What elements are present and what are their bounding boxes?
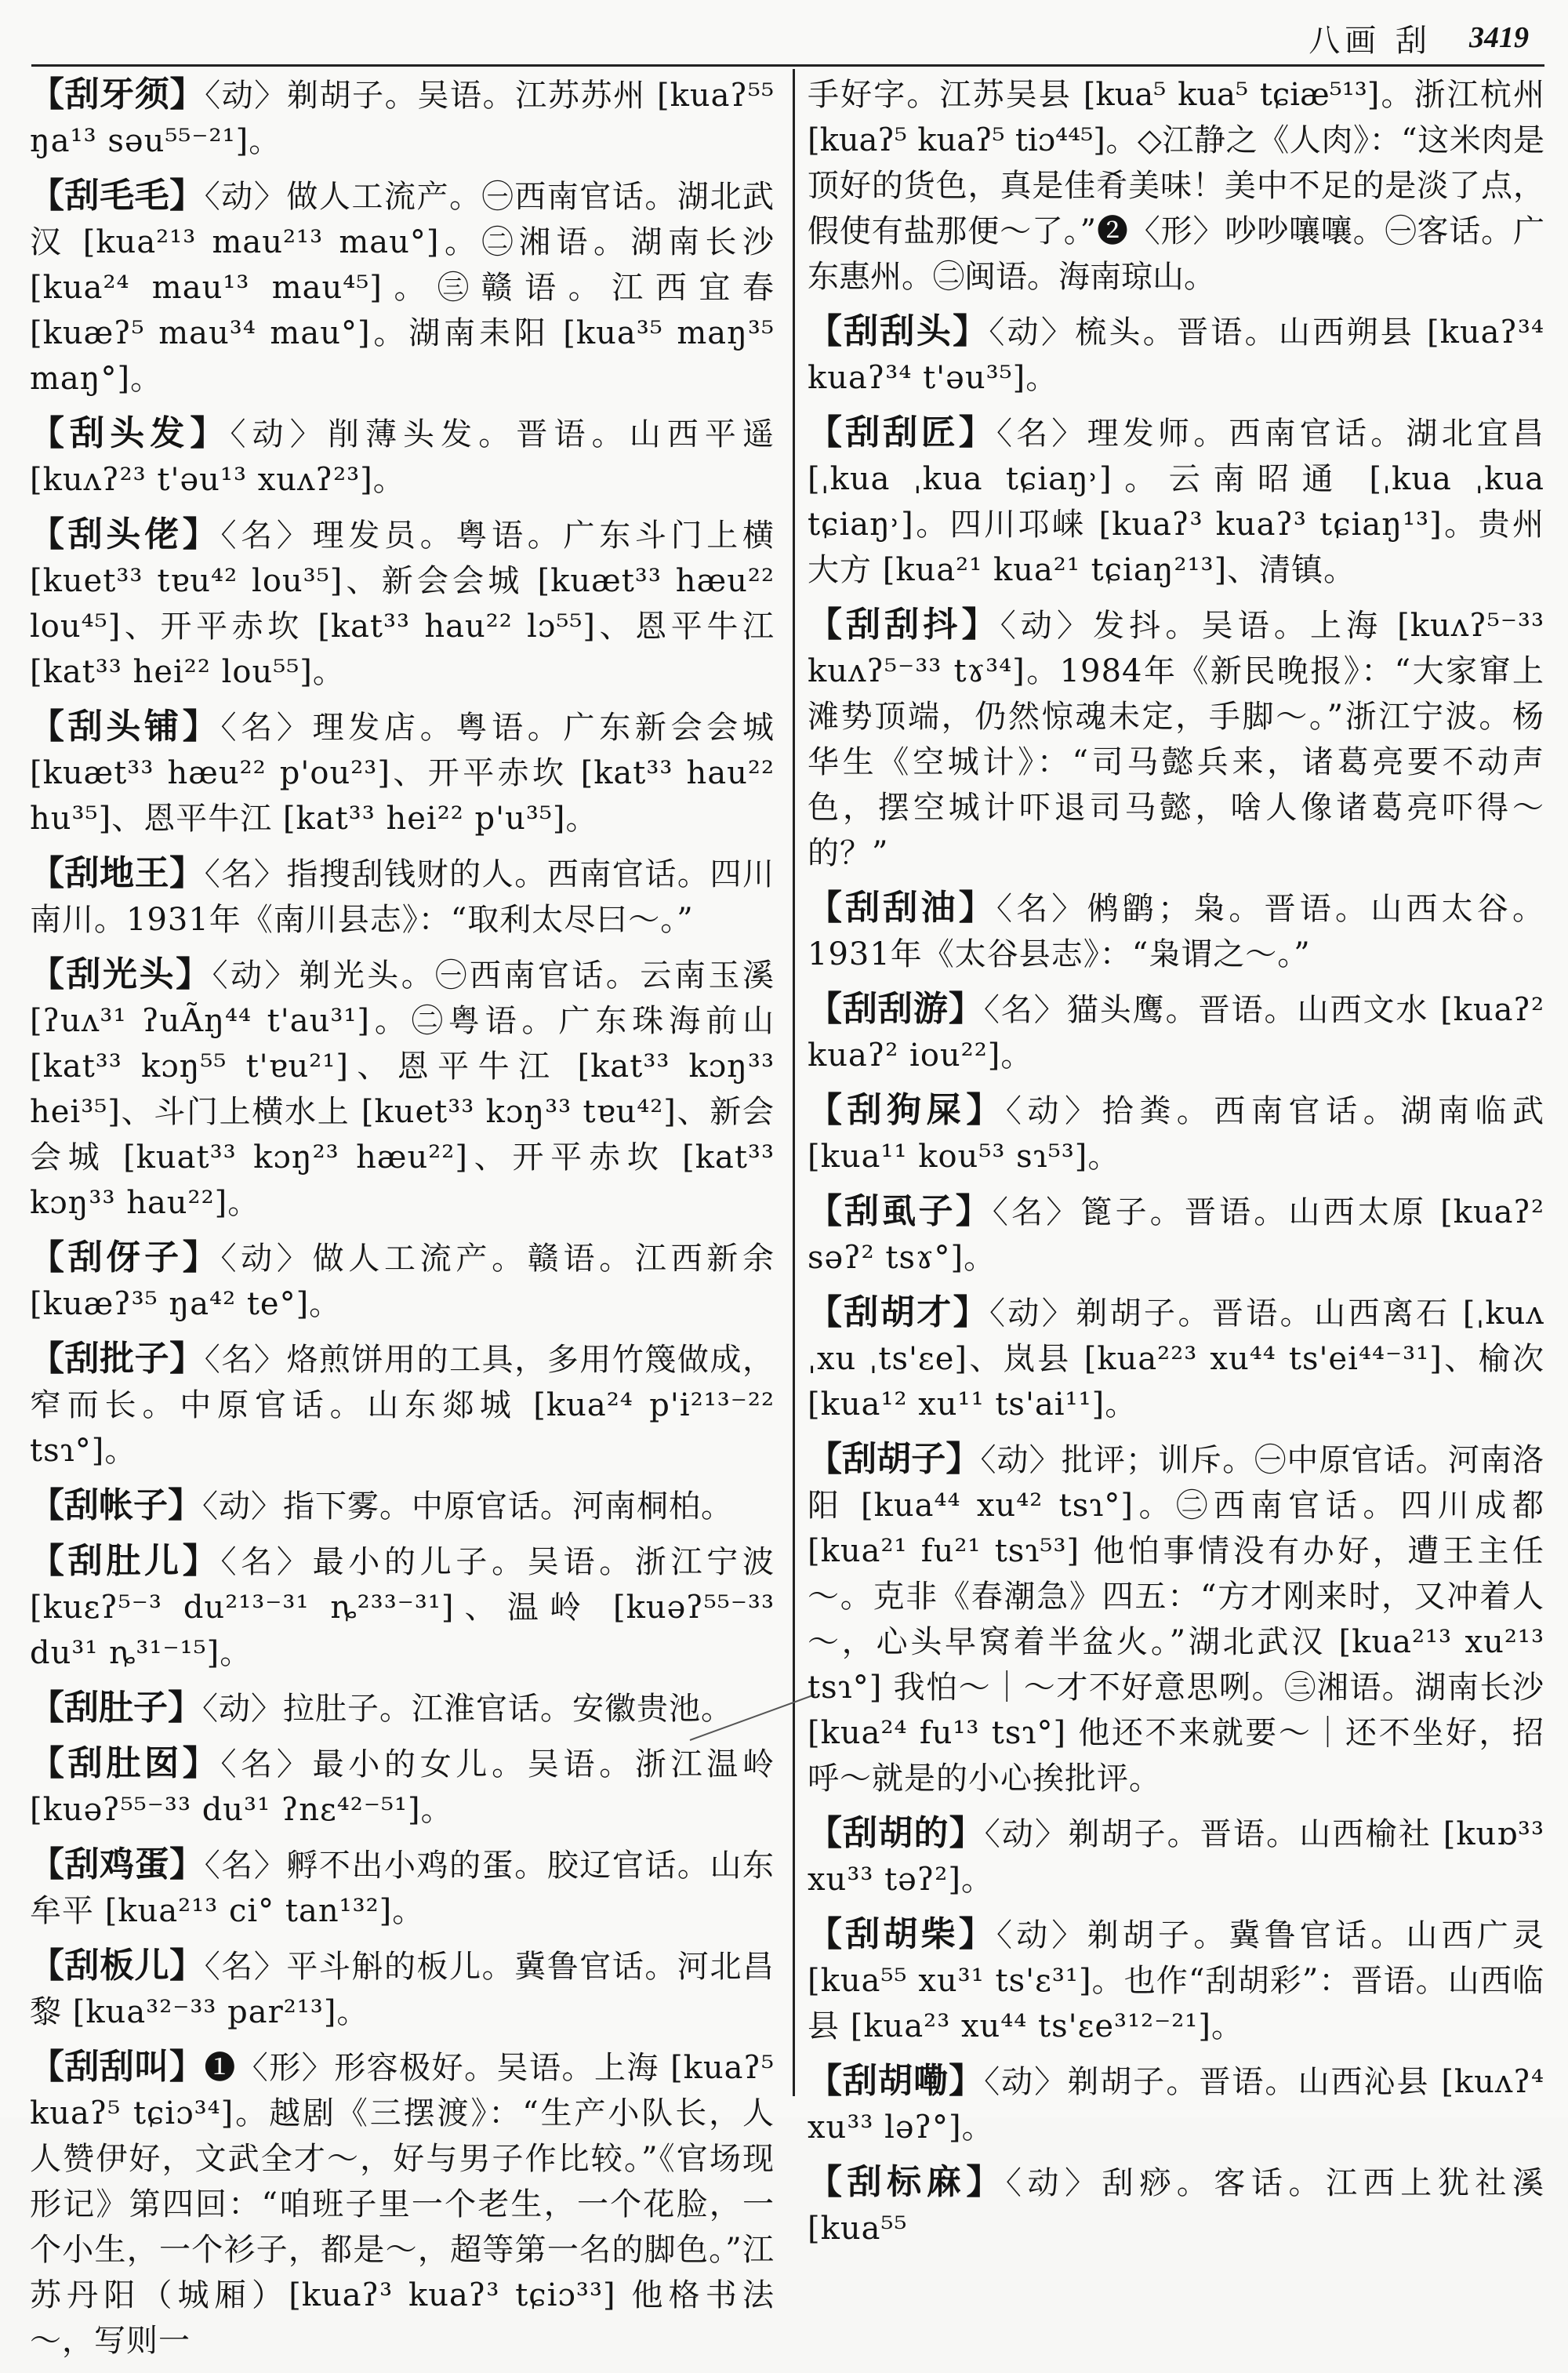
entry-continuation: 手好字。江苏吴县 [kua⁵ kua⁵ tɕiæ⁵¹³]。浙江杭州 [kuaʔ⁵ kuaʔ⁵ tiɔ⁴⁴⁵]。◇江静之《人肉》：“这米肉是顶好的货色，真是佳肴美味！美中不足的是淡了点，假使有盐那便～了。”❷〈形〉吵吵嚷嚷。㊀客话。广东惠州。㊁闽语。海南琼山。 — [808, 77, 1544, 295]
entry-body: 〈名〉理发店。粤语。广东新会会城 [kuæt³³ hæu²² p'ou²³]、开平赤坎 [kat³³ hau²² hu³⁵]、恩平牛江 [kat³³ hei²² p'u³⁵]。 — [30, 710, 775, 837]
headword: 【刮板儿】 — [30, 1946, 205, 1986]
dictionary-entry — [30, 1685, 775, 1732]
entry-body: 〈名〉烙煎饼用的工具，多用竹篾做成，窄而长。中原官话。山东郯城 [kua²⁴ p'i²¹³⁻²² tsɿ°]。 — [30, 1342, 775, 1469]
headword: 【刮批子】 — [30, 1339, 205, 1379]
dictionary-entry — [30, 1741, 775, 1833]
dictionary-entry — [808, 602, 1544, 876]
headword: 【刮牙须】 — [30, 74, 205, 114]
dictionary-entry — [808, 1811, 1544, 1902]
entry-body: 〈动〉剃胡子。冀鲁官话。山西广灵 [kua⁵⁵ xu³¹ ts'ɛ³¹]。也作“刮胡彩”：晋语。山西临县 [kua²³ xu⁴⁴ ts'ɛe³¹²⁻²¹]。 — [808, 1917, 1544, 2044]
dictionary-entry — [30, 72, 775, 164]
left-column — [30, 72, 775, 2373]
dictionary-entry — [30, 1539, 775, 1676]
dictionary-entry — [30, 411, 775, 503]
entry-body: 〈动〉剃胡子。晋语。山西离石 [ˌkuʌ ˌxu ˌts'ɛe]、岚县 [kua²²³ xu⁴⁴ ts'ei⁴⁴⁻³¹]、榆次 [kua¹² xu¹¹ ts'ai¹¹]。 — [808, 1296, 1545, 1423]
entry-body: 〈名〉猫头鹰。晋语。山西文水 [kuaʔ² kuaʔ² iou²²]。 — [808, 992, 1544, 1074]
headword: 【刮虱子】 — [808, 1191, 993, 1231]
page-number: 3419 — [1469, 21, 1529, 54]
entry-body: 〈动〉拉肚子。江淮官话。安徽贵池。 — [202, 1691, 733, 1727]
headword: 【刮光头】 — [30, 954, 212, 994]
entry-body: ❶〈形〉形容极好。吴语。上海 [kuaʔ⁵ kuaʔ⁵ tɕiɔ³⁴]。越剧《三摆渡》：“生产小队长，人人赞伊好，文武全才～，好与男子作比较。”《官场现形记》第四回：“咱班子里一个老生，一个花脸，一个小生，一个衫子，都是～，超等第一名的脚色。”江苏丹阳（城厢）[kuaʔ³ kuaʔ³ tɕiɔ³³] 他格书法～，写则一 — [30, 2050, 775, 2359]
entry-body: 〈名〉最小的儿子。吴语。浙江宁波 [kuɛʔ⁵⁻³ du²¹³⁻³¹ ȵ²³³⁻³¹]、温岭 [kuəʔ⁵⁵⁻³³ du³¹ ȵ³¹⁻¹⁵]。 — [30, 1544, 775, 1671]
dictionary-entry — [808, 309, 1544, 401]
running-head — [1247, 14, 1529, 61]
entry-body: 〈名〉平斗斛的板儿。冀鲁官话。河北昌黎 [kua³²⁻³³ par²¹³]。 — [30, 1949, 775, 2030]
entry-body: 〈名〉鸺鹠；枭。晋语。山西太谷。1931年《太谷县志》：“枭谓之～。” — [808, 891, 1544, 972]
dictionary-entry — [808, 2059, 1544, 2150]
entry-body: 〈动〉发抖。吴语。上海 [kuʌʔ⁵⁻³³ kuʌʔ⁵⁻³³ tɤ³⁴]。1984年《新民晚报》：“大家窜上滩势顶端，仍然惊魂未定，手脚～。”浙江宁波。杨华生《空城计》：“司马懿兵来，诸葛亮要不动声色，摆空城计吓退司马懿，啥人像诸葛亮吓得～的？” — [808, 608, 1544, 871]
headword: 【刮刮匠】 — [808, 412, 996, 452]
headword: 【刮标麻】 — [808, 2162, 1006, 2202]
headword: 【刮胡柴】 — [808, 1914, 996, 1954]
headword: 【刮刮油】 — [808, 888, 996, 928]
header-rule — [31, 64, 1544, 67]
running-head-section: 八画 刮 — [1308, 22, 1432, 59]
dictionary-entry — [808, 885, 1544, 977]
entry-body: 〈动〉剃胡子。晋语。山西沁县 [kuʌʔ⁴ xu³³ ləʔ°]。 — [808, 2064, 1544, 2146]
right-column — [808, 72, 1544, 2261]
headword: 【刮刮抖】 — [808, 605, 1000, 645]
headword: 【刮胡的】 — [808, 1813, 985, 1853]
headword: 【刮肚子】 — [30, 1688, 202, 1728]
headword: 【刮伢子】 — [30, 1237, 221, 1277]
dictionary-entry — [30, 1483, 775, 1529]
headword: 【刮肚囡】 — [30, 1743, 221, 1783]
dictionary-entry — [808, 2160, 1544, 2251]
headword: 【刮帐子】 — [30, 1485, 202, 1525]
dictionary-entry — [808, 1912, 1544, 2049]
headword: 【刮狗屎】 — [808, 1090, 1006, 1130]
headword: 【刮胡才】 — [808, 1292, 990, 1332]
dictionary-entry — [30, 1235, 775, 1327]
headword: 【刮胡子】 — [808, 1439, 981, 1479]
entry-body: 〈动〉刮痧。客话。江西上犹社溪 [kua⁵⁵ — [808, 2165, 1545, 2247]
dictionary-entry — [30, 851, 775, 943]
dictionary-entry — [30, 1943, 775, 2035]
dictionary-entry — [30, 704, 775, 841]
headword: 【刮刮头】 — [808, 311, 989, 351]
entry-body: 〈动〉剃胡子。吴语。江苏苏州 [kuaʔ⁵⁵ ŋa¹³ səu⁵⁵⁻²¹]。 — [30, 78, 775, 159]
headword: 【刮肚儿】 — [30, 1541, 221, 1581]
headword: 【刮毛毛】 — [30, 176, 205, 216]
headword: 【刮头佬】 — [30, 514, 221, 554]
dictionary-entry — [808, 987, 1544, 1078]
column-divider — [793, 69, 795, 2096]
entry-body: 〈动〉剃胡子。晋语。山西榆社 [kuɒ³³ xu³³ təʔ²]。 — [808, 1816, 1544, 1898]
entry-body: 〈动〉梳头。晋语。山西朔县 [kuaʔ³⁴ kuaʔ³⁴ t'əu³⁵]。 — [808, 314, 1545, 396]
entry-body: 〈动〉拾粪。西南官话。湖南临武 [kua¹¹ kou⁵³ sɿ⁵³]。 — [808, 1093, 1545, 1175]
headword: 【刮头发】 — [30, 413, 230, 453]
entry-body: 〈名〉篦子。晋语。山西太原 [kuaʔ² səʔ² tsɤ°]。 — [808, 1194, 1545, 1276]
headword: 【刮胡嘞】 — [808, 2061, 985, 2101]
entry-body: 〈动〉剃光头。㊀西南官话。云南玉溪 [ʔuʌ³¹ ʔuÃŋ⁴⁴ t'au³¹]。㊁粤语。广东珠海前山 [kat³³ kɔŋ⁵⁵ t'ɐu²¹]、恩平牛江 [kat³³ kɔŋ³³ hei³⁵]、斗门上横水上 [kuet³³ kɔŋ³³ tɐu⁴²]、新会会城 [kuat³³ kɔŋ²³ hæu²²]、开平赤坎 [kat³³ kɔŋ³³ hau²²]。 — [30, 958, 775, 1221]
entry-body: 〈名〉指搜刮钱财的人。西南官话。四川南川。1931年《南川县志》：“取利太尽曰～。” — [30, 856, 775, 938]
entry-body: 〈名〉理发师。西南官话。湖北宜昌 [ˌkua ˌkua tɕiaŋ˒]。云南昭通 [ˌkua ˌkua tɕiaŋ˒]。四川邛崃 [kuaʔ³ kuaʔ³ tɕiaŋ¹³]。贵州大方 [kua²¹ kua²¹ tɕiaŋ²¹³]、清镇。 — [808, 416, 1544, 588]
dictionary-entry — [30, 173, 775, 402]
headword: 【刮地王】 — [30, 853, 205, 893]
dictionary-entry — [30, 1336, 775, 1474]
dictionary-entry — [808, 410, 1544, 593]
dictionary-entry — [30, 1842, 775, 1934]
dictionary-entry — [808, 1437, 1544, 1801]
entry-body: 〈动〉做人工流产。㊀西南官话。湖北武汉 [kua²¹³ mau²¹³ mau°]。㊁湘语。湖南长沙 [kua²⁴ mau¹³ mau⁴⁵]。㊂赣语。江西宜春 [kuæʔ⁵ mau³⁴ mau°]。湖南耒阳 [kua³⁵ maŋ³⁵ maŋ°]。 — [30, 179, 775, 397]
headword: 【刮刮叫】 — [30, 2047, 205, 2087]
entry-body: 〈动〉批评；训斥。㊀中原官话。河南洛阳 [kua⁴⁴ xu⁴² tsɿ°]。㊁西南官话。四川成都 [kua²¹ fu²¹ tsɿ⁵³] 他怕事情没有办好，遭王主任～。克非《春潮急》四五：“方才刚来时，又冲着人～，心头早窝着半盆火。”湖北武汉 [kua²¹³ xu²¹³ tsɿ°] 我怕～｜～才不好意思咧。㊂湘语。湖南长沙 [kua²⁴ fu¹³ tsɿ°] 他还不来就要～｜还不坐好，招呼～就是的小心挨批评。 — [808, 1442, 1545, 1797]
entry-body: 〈名〉最小的女儿。吴语。浙江温岭 [kuəʔ⁵⁵⁻³³ du³¹ ʔnɛ⁴²⁻⁵¹]。 — [30, 1746, 775, 1828]
headword: 【刮刮游】 — [808, 989, 984, 1029]
dictionary-entry — [30, 512, 775, 695]
dictionary-entry — [808, 1088, 1544, 1179]
dictionary-entry — [808, 1290, 1544, 1427]
entry-body: 〈名〉孵不出小鸡的蛋。胶辽官话。山东牟平 [kua²¹³ ci° tan¹³²]。 — [30, 1848, 775, 1929]
dictionary-entry — [808, 1189, 1544, 1281]
entry-body: 〈名〉理发员。粤语。广东斗门上横 [kuet³³ tɐu⁴² lou³⁵]、新会会城 [kuæt³³ hæu²² lou⁴⁵]、开平赤坎 [kat³³ hau²² lɔ⁵⁵]、恩平牛江 [kat³³ hei²² lou⁵⁵]。 — [30, 518, 775, 690]
entry-body: 〈动〉指下雾。中原官话。河南桐柏。 — [202, 1488, 733, 1524]
entry-body: 〈动〉做人工流产。赣语。江西新余 [kuæʔ³⁵ ŋa⁴² te°]。 — [30, 1241, 775, 1322]
dictionary-entry — [30, 2044, 775, 2364]
dictionary-entry — [30, 952, 775, 1226]
entry-body: 〈动〉削薄头发。晋语。山西平遥 [kuʌʔ²³ t'əu¹³ xuʌʔ²³]。 — [30, 416, 775, 498]
headword: 【刮鸡蛋】 — [30, 1844, 205, 1884]
headword: 【刮头铺】 — [30, 707, 221, 747]
